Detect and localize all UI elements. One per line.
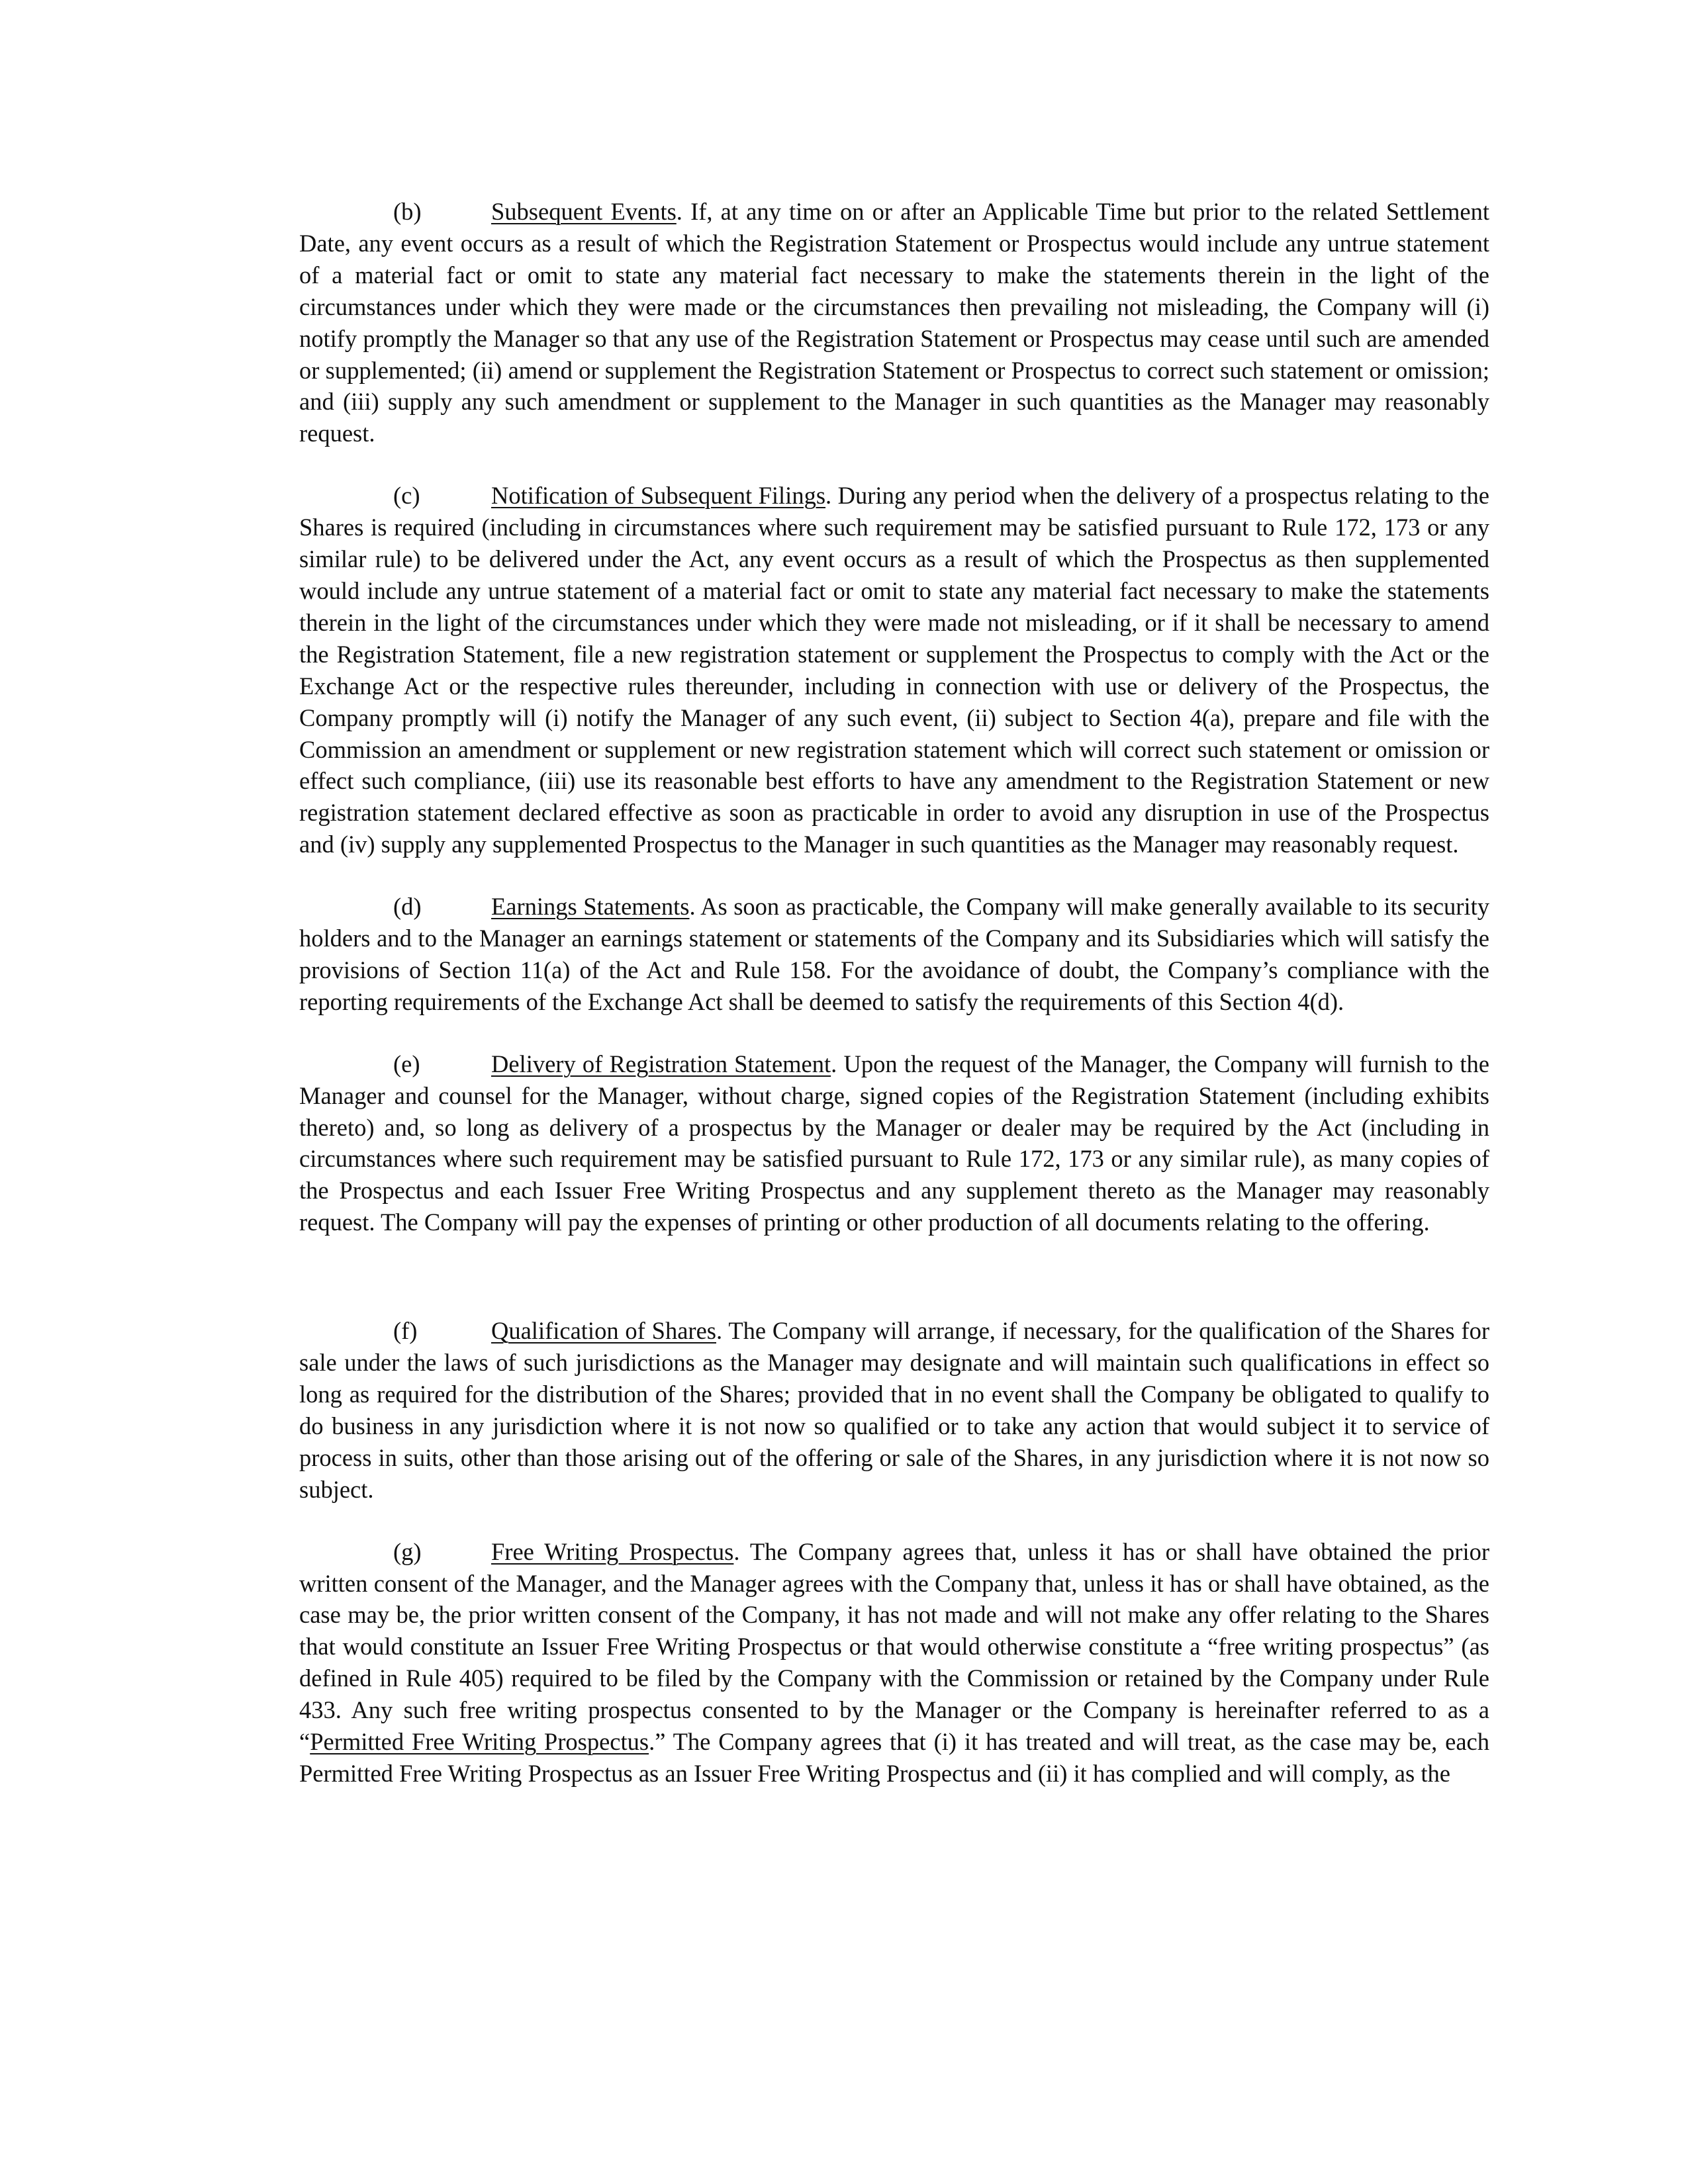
section-number: (f) <box>393 1317 418 1345</box>
section-b <box>299 196 1489 449</box>
section-heading: Delivery of Registration Statement <box>491 1050 831 1077</box>
section-d <box>299 891 1489 1018</box>
section-number: (c) <box>393 482 420 510</box>
section-f <box>299 1315 1489 1505</box>
section-heading: Subsequent Events <box>491 198 677 225</box>
section-body-continued: .” The Company agrees that (i) it has treated and will treat, as the case may be, each Permitted Free Writing Prospectus as an Issuer Free Writing Prospectus and (ii) it has complied and will comply, as the <box>299 1728 1489 1787</box>
section-heading: Free Writing Prospectus <box>491 1537 734 1565</box>
section-heading: Earnings Statements <box>491 893 690 921</box>
section-heading: Notification of Subsequent Filings <box>491 482 826 510</box>
section-body: . The Company will arrange, if necessary, for the qualification of the Shares for sale under the laws of such jurisdictions as the Manager may designate and will maintain such qualifications in effect so long as required for the distribution of the Shares; provided that in no event shall the Company be obligated to qualify to do business in any jurisdiction where it is not now so qualified or to take any action that would subject it to service of process in suits, other than those arising out of the offering or sale of the Shares, in any jurisdiction where it is not now so subject. <box>299 1317 1489 1503</box>
section-body: . If, at any time on or after an Applicable Time but prior to the related Settlement Date, any event occurs as a result of which the Registration Statement or Prospectus would include any untrue statement of a material fact or omit to state any material fact necessary to make the statements therein in the light of the circumstances under which they were made or the circumstances then prevailing not misleading, the Company will (i) notify promptly the Manager so that any use of the Registration Statement or Prospectus may cease until such are amended or supplemented; (ii) amend or supplement the Registration Statement or Prospectus to correct such statement or omission; and (iii) supply any such amendment or supplement to the Manager in such quantities as the Manager may reasonably request. <box>299 198 1490 447</box>
section-body: . The Company agrees that, unless it has or shall have obtained the prior written consent of the Manager, and the Manager agrees with the Company that, unless it has or shall have obtained, as the case may be, the prior written consent of the Company, it has not made and will not make any offer relating to the Shares that would constitute an Issuer Free Writing Prospectus or that would otherwise constitute a “free writing prospectus” (as defined in Rule 405) required to be filed by the Company with the Commission or retained by the Company under Rule 433. Any such free writing prospectus consented to by the Manager or the Company is hereinafter referred to as a “ <box>299 1537 1490 1756</box>
section-body: . As soon as practicable, the Company will make generally available to its security holders and to the Manager an earnings statement or statements of the Company and its Subsidiaries which will satisfy the provisions of Section 11(a) of the Act and Rule 158. For the avoidance of doubt, the Company’s compliance with the reporting requirements of the Exchange Act shall be deemed to satisfy the requirements of this Section 4(d). <box>299 893 1489 1015</box>
section-number: (e) <box>393 1050 420 1077</box>
section-c <box>299 480 1489 860</box>
section-g <box>299 1536 1489 1790</box>
section-e <box>299 1048 1489 1238</box>
section-body: . During any period when the delivery of a prospectus relating to the Shares is required (including in circumstances where such requirement may be satisfied pursuant to Rule 172, 173 or any similar rule) to be delivered under the Act, any event occurs as a result of which the Prospectus as then supplemented would include any untrue statement of a material fact or omit to state any material fact necessary to make the statements therein in the light of the circumstances under which they were made not misleading, or if it shall be necessary to amend the Registration Statement, file a new registration statement or supplement the Prospectus to comply with the Act or the Exchange Act or the respective rules thereunder, including in connection with use or delivery of the Prospectus, the Company promptly will (i) notify the Manager of any such event, (ii) subject to Section 4(a), prepare and file with the Commission an amendment or supplement or new registration statement which will correct such statement or omission or effect such compliance, (iii) use its reasonable best efforts to have any amendment to the Registration Statement or new registration statement declared effective as soon as practicable in order to avoid any disruption in use of the Prospectus and (iv) supply any supplemented Prospectus to the Manager in such quantities as the Manager may reasonably request. <box>299 482 1490 858</box>
section-number: (b) <box>393 198 422 225</box>
section-number: (g) <box>393 1537 422 1565</box>
defined-term: Permitted Free Writing Prospectus <box>310 1728 649 1756</box>
document-page <box>299 196 1489 1790</box>
section-body: . Upon the request of the Manager, the Company will furnish to the Manager and counsel for the Manager, without charge, signed copies of the Registration Statement (including exhibits thereto) and, so long as delivery of a prospectus by the Manager or dealer may be required by the Act (including in circumstances where such requirement may be satisfied pursuant to Rule 172, 173 or any similar rule), as many copies of the Prospectus and each Issuer Free Writing Prospectus and any supplement thereto as the Manager may reasonably request. The Company will pay the expenses of printing or other production of all documents relating to the offering. <box>299 1050 1490 1236</box>
section-heading: Qualification of Shares <box>491 1317 716 1345</box>
section-number: (d) <box>393 893 422 921</box>
